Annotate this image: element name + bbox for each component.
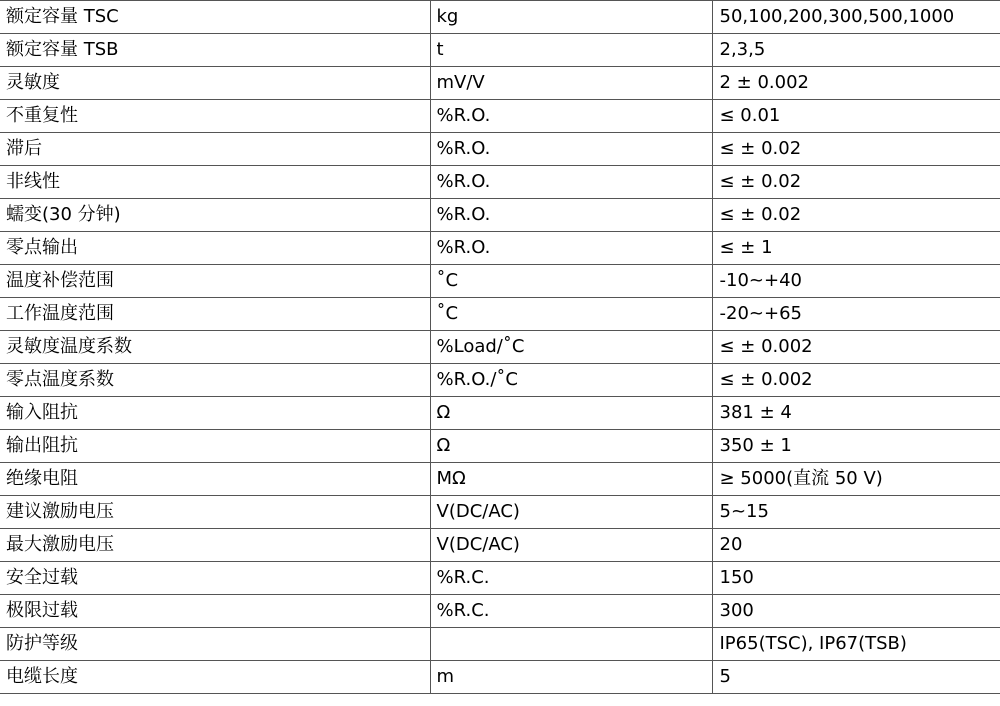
value-cell: ≤ ± 0.02: [712, 199, 1000, 232]
table-row: [0, 232, 1000, 265]
value-cell: 381 ± 4: [712, 397, 1000, 430]
param-cell: 极限过载: [0, 595, 430, 628]
table-row: [0, 199, 1000, 232]
value-cell: ≥ 5000(直流 50 V): [712, 463, 1000, 496]
unit-cell: kg: [430, 1, 712, 34]
unit-cell: ˚C: [430, 298, 712, 331]
value-cell: -20~+65: [712, 298, 1000, 331]
table-row: [0, 661, 1000, 694]
param-cell: 工作温度范围: [0, 298, 430, 331]
param-cell: 绝缘电阻: [0, 463, 430, 496]
unit-cell: %Load/˚C: [430, 331, 712, 364]
unit-cell: %R.O./˚C: [430, 364, 712, 397]
param-cell: 电缆长度: [0, 661, 430, 694]
param-cell: 灵敏度: [0, 67, 430, 100]
table-row: [0, 100, 1000, 133]
value-cell: 20: [712, 529, 1000, 562]
value-cell: 50,100,200,300,500,1000: [712, 1, 1000, 34]
value-cell: 2,3,5: [712, 34, 1000, 67]
table-row: [0, 298, 1000, 331]
value-cell: ≤ ± 0.002: [712, 331, 1000, 364]
unit-cell: %R.C.: [430, 562, 712, 595]
table-row: [0, 463, 1000, 496]
value-cell: ≤ ± 0.02: [712, 166, 1000, 199]
table-row: [0, 133, 1000, 166]
unit-cell: m: [430, 661, 712, 694]
value-cell: 150: [712, 562, 1000, 595]
unit-cell: V(DC/AC): [430, 496, 712, 529]
param-cell: 输出阻抗: [0, 430, 430, 463]
table-row: [0, 34, 1000, 67]
table-row: [0, 595, 1000, 628]
unit-cell: ˚C: [430, 265, 712, 298]
param-cell: 零点温度系数: [0, 364, 430, 397]
table-row: [0, 67, 1000, 100]
unit-cell: MΩ: [430, 463, 712, 496]
table-row: [0, 397, 1000, 430]
param-cell: 非线性: [0, 166, 430, 199]
unit-cell: %R.O.: [430, 232, 712, 265]
table-row: [0, 529, 1000, 562]
value-cell: 5~15: [712, 496, 1000, 529]
unit-cell: %R.C.: [430, 595, 712, 628]
unit-cell: %R.O.: [430, 100, 712, 133]
unit-cell: %R.O.: [430, 133, 712, 166]
table-row: [0, 265, 1000, 298]
param-cell: 温度补偿范围: [0, 265, 430, 298]
param-cell: 最大激励电压: [0, 529, 430, 562]
table-row: [0, 562, 1000, 595]
unit-cell: [430, 628, 712, 661]
param-cell: 额定容量 TSB: [0, 34, 430, 67]
value-cell: 300: [712, 595, 1000, 628]
param-cell: 额定容量 TSC: [0, 1, 430, 34]
param-cell: 零点输出: [0, 232, 430, 265]
value-cell: 2 ± 0.002: [712, 67, 1000, 100]
param-cell: 蠕变(30 分钟): [0, 199, 430, 232]
unit-cell: V(DC/AC): [430, 529, 712, 562]
param-cell: 建议激励电压: [0, 496, 430, 529]
value-cell: 5: [712, 661, 1000, 694]
table-row: [0, 1, 1000, 34]
param-cell: 输入阻抗: [0, 397, 430, 430]
unit-cell: Ω: [430, 430, 712, 463]
unit-cell: %R.O.: [430, 199, 712, 232]
param-cell: 不重复性: [0, 100, 430, 133]
param-cell: 安全过载: [0, 562, 430, 595]
unit-cell: %R.O.: [430, 166, 712, 199]
value-cell: -10~+40: [712, 265, 1000, 298]
value-cell: ≤ ± 0.02: [712, 133, 1000, 166]
value-cell: ≤ 0.01: [712, 100, 1000, 133]
table-row: [0, 364, 1000, 397]
value-cell: ≤ ± 0.002: [712, 364, 1000, 397]
table-row: [0, 628, 1000, 661]
value-cell: IP65(TSC), IP67(TSB): [712, 628, 1000, 661]
table-row: [0, 331, 1000, 364]
param-cell: 防护等级: [0, 628, 430, 661]
unit-cell: Ω: [430, 397, 712, 430]
table-row: [0, 496, 1000, 529]
unit-cell: t: [430, 34, 712, 67]
unit-cell: mV/V: [430, 67, 712, 100]
param-cell: 滞后: [0, 133, 430, 166]
param-cell: 灵敏度温度系数: [0, 331, 430, 364]
value-cell: 350 ± 1: [712, 430, 1000, 463]
table-row: [0, 430, 1000, 463]
value-cell: ≤ ± 1: [712, 232, 1000, 265]
table-row: [0, 166, 1000, 199]
